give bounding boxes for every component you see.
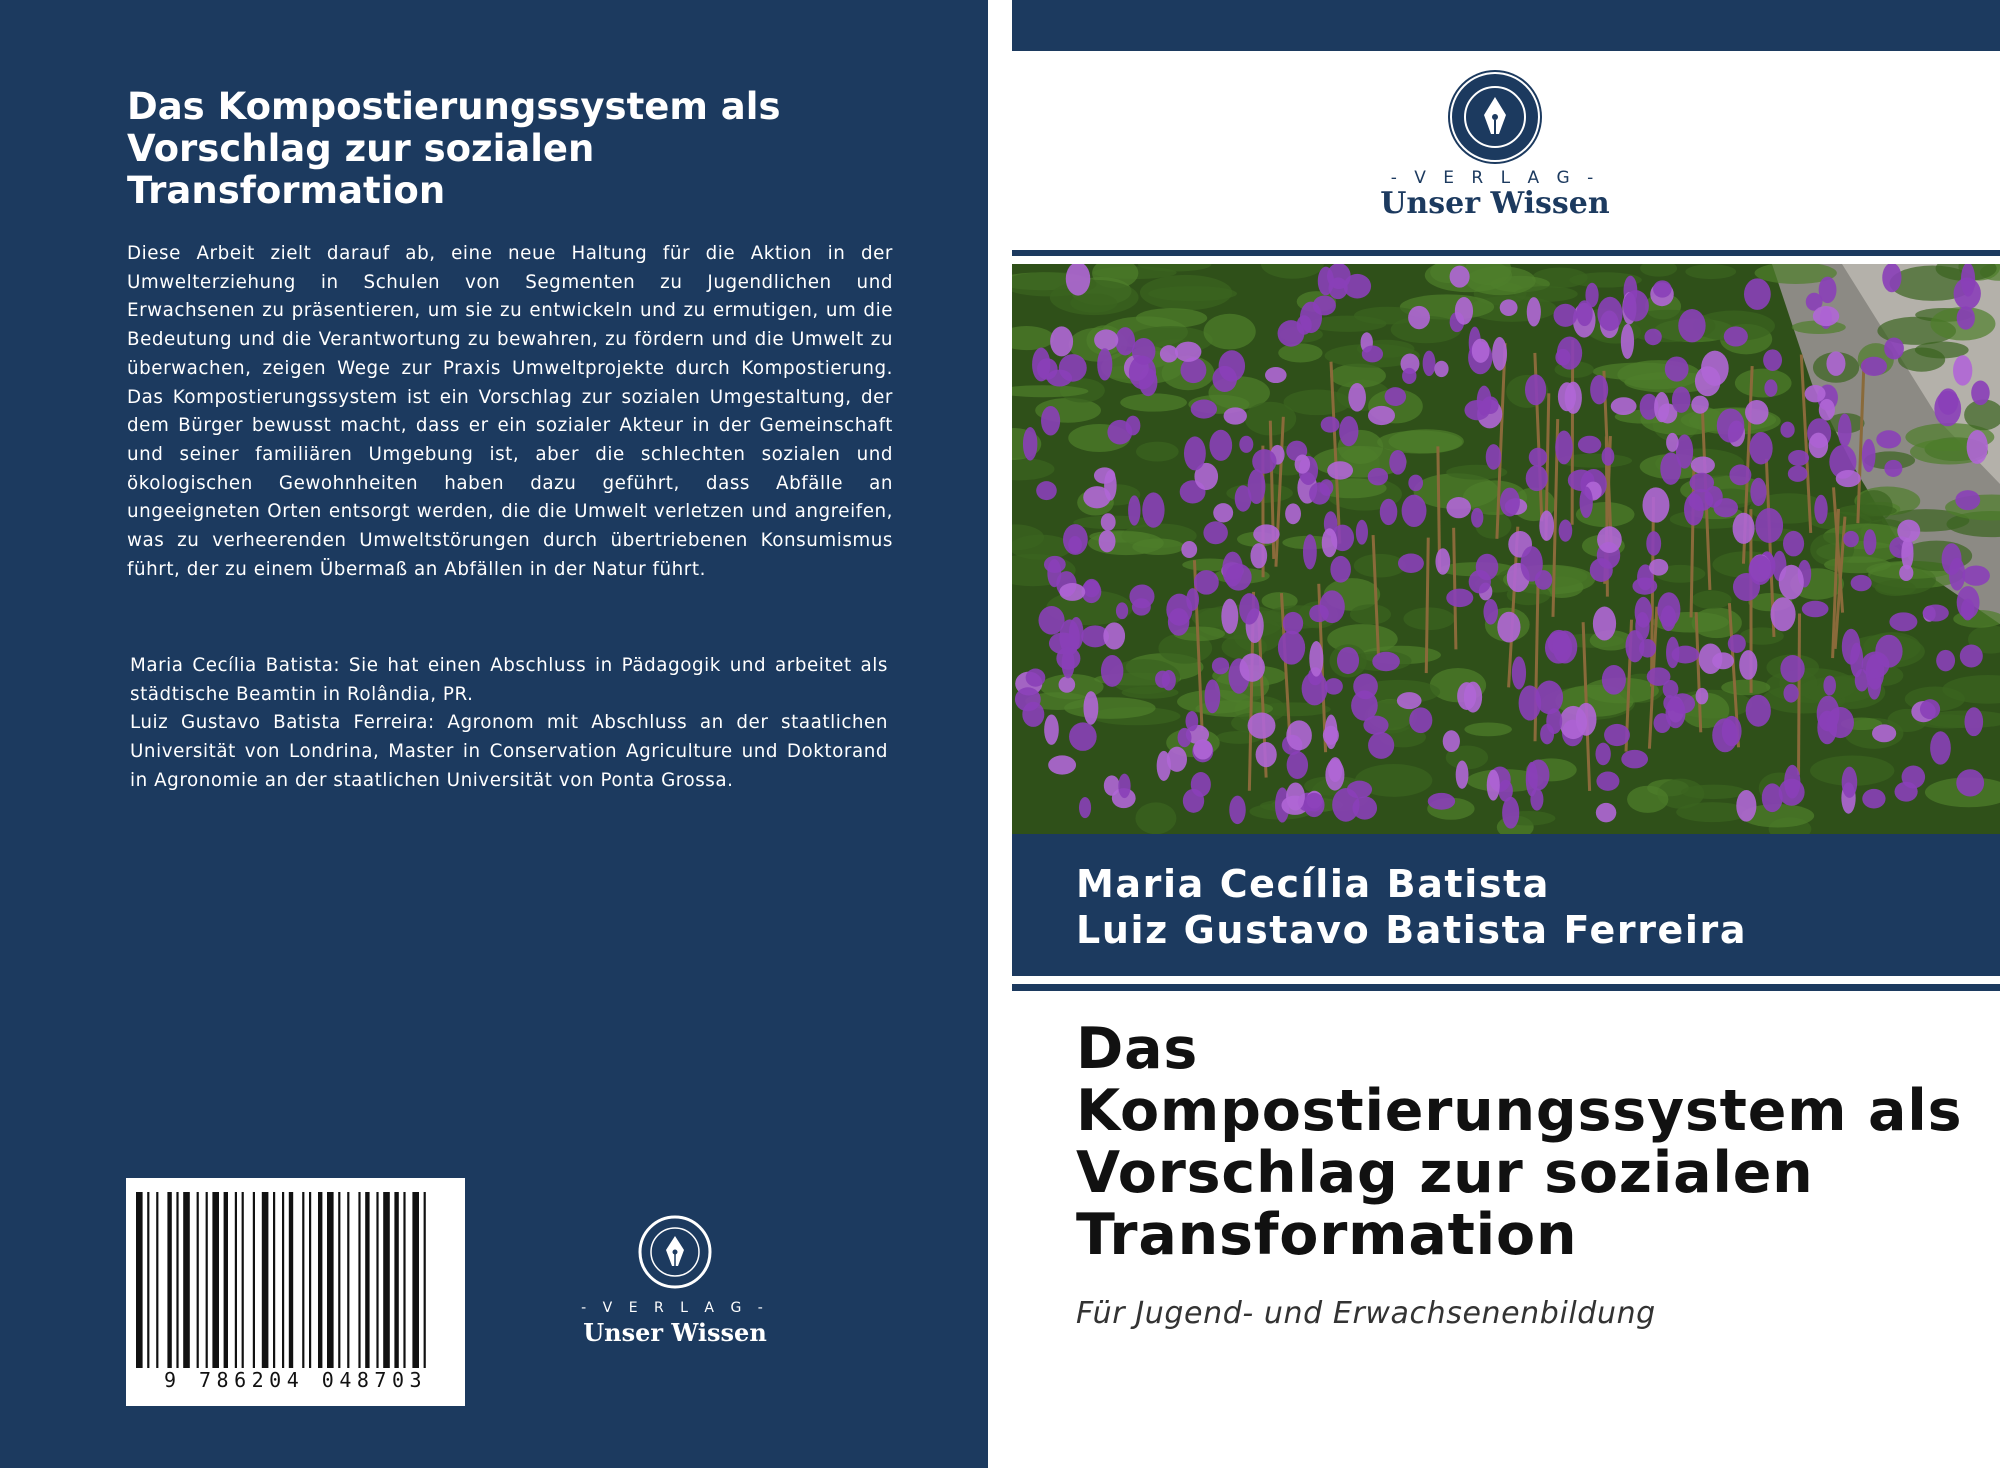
publisher-emblem-icon <box>1448 70 1542 164</box>
back-publisher-logo <box>560 1214 790 1347</box>
author-bio-1: Maria Cecília Batista: Sie hat einen Abschluss in Pädagogik und arbeitet als städtische Beamtin in Rolândia, PR. <box>130 655 888 705</box>
spine <box>988 0 1012 1468</box>
publisher-verlag-label: - V E R L A G - <box>1390 168 1600 188</box>
back-cover-title: Das Kompostierungssystem als Vorschlag zur sozialen Transformation <box>127 85 781 212</box>
barcode-digits: 9 786204 048703 <box>163 1368 428 1392</box>
front-top-bar <box>1012 0 2000 51</box>
front-cover-title: Das Kompostierungssystem als Vorschlag zur sozialen Transformation <box>1076 1016 1963 1268</box>
author-name-2: Luiz Gustavo Batista Ferreira <box>1076 908 1748 952</box>
isbn-barcode <box>126 1178 465 1406</box>
publisher-name: Unser Wissen <box>583 1318 767 1347</box>
publisher-verlag-label: - V E R L A G - <box>581 1300 769 1316</box>
cover-photo <box>1012 264 2000 834</box>
back-cover-blurb: Diese Arbeit zielt darauf ab, eine neue Haltung für die Aktion in der Umwelterziehung in Schulen von Segmenten zu Jugendlichen und Erwachsenen zu präsentieren, um sie zu entwickeln und zu ermutigen, um die Bedeutung und die Verantwortung zu bewahren, zu fördern und die Umwelt zu überwachen, zeigen Wege zur Praxis Umweltprojekte durch Kompostierung. Das Kompostierungssystem ist ein Vorschlag zur sozialen Umgestaltung, der dem Bürger bewusst macht, dass er ein sozialer Akteur in der Gemeinschaft und seiner familiären Umgebung ist, aber die schlechten sozialen und ökologischen Gewohnheiten haben dazu geführt, dass Abfälle an ungeeigneten Orten entsorgt werden, die die Umwelt verletzen und angreifen, was zu verheerenden Umweltstörungen durch übertriebenen Konsumismus führt, der zu einem Übermaß an Abfällen in der Natur führt. <box>127 243 893 580</box>
front-cover-subtitle: Für Jugend- und Erwachsenenbildung <box>1076 1296 1656 1331</box>
author-name-1: Maria Cecília Batista <box>1076 862 1551 906</box>
author-bios <box>130 652 888 796</box>
publisher-emblem-icon <box>637 1214 713 1290</box>
heather-flowers-photo <box>1012 264 2000 834</box>
front-publisher-logo <box>1345 70 1645 230</box>
publisher-name: Unser Wissen <box>1380 186 1610 221</box>
title-top-rule <box>1012 984 2000 991</box>
photo-top-rule <box>1012 250 2000 256</box>
author-bio-2: Luiz Gustavo Batista Ferreira: Agronom mit Abschluss an der staatlichen Universität von Londrina, Master in Conservation Agriculture und Doktorand in Agronomie an der staatlichen Universität von Ponta Grossa. <box>130 712 888 791</box>
